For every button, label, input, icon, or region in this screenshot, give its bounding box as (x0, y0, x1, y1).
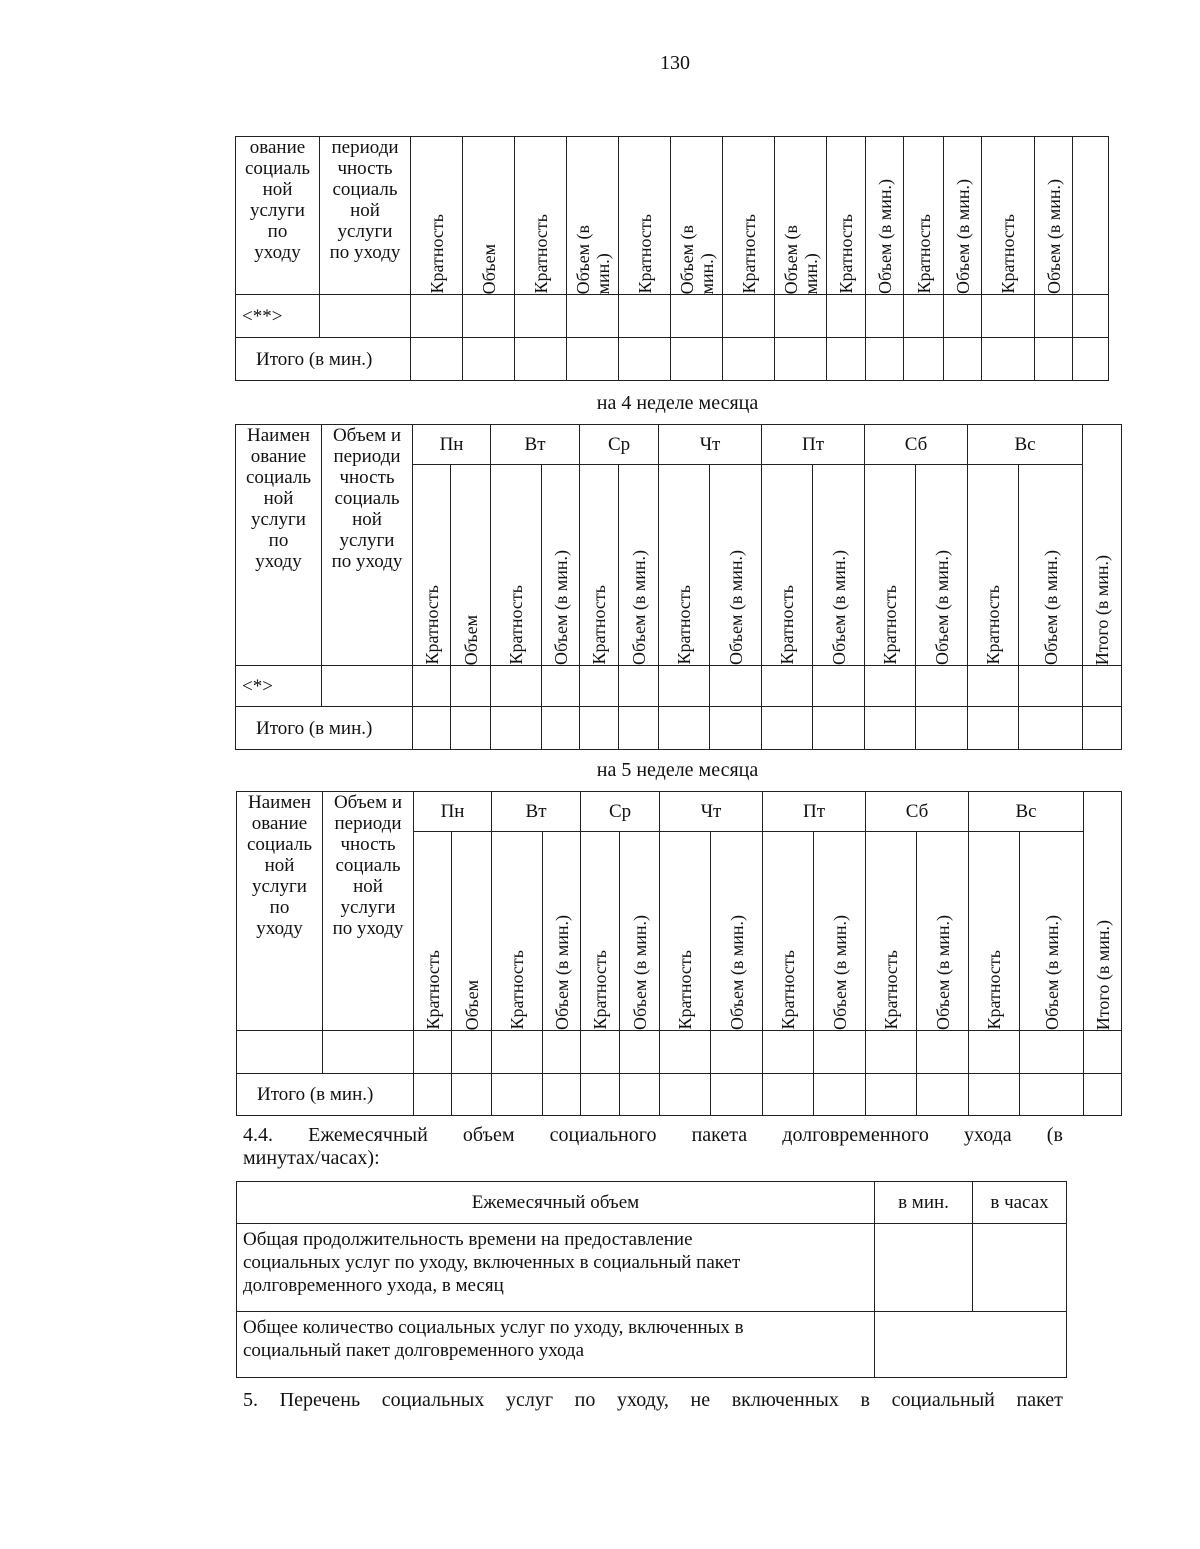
empty-cell (1084, 1074, 1122, 1116)
empty-cell (1019, 707, 1083, 750)
sub-header-obem (451, 465, 491, 666)
empty-cell (1073, 338, 1109, 381)
empty-cell (775, 295, 827, 338)
empty-cell (1035, 295, 1073, 338)
empty-cell (411, 295, 463, 338)
sub-header-obem (463, 137, 515, 295)
sub-header-obem-min-text: Объем (в мин.) (1040, 549, 1061, 665)
word: пакет (1016, 1389, 1063, 1411)
sub-header-kratnost (827, 137, 866, 295)
empty-cell (414, 1074, 452, 1116)
sub-header-kratnost-text: Кратность (998, 214, 1018, 294)
sub-header-obem-min (814, 832, 866, 1031)
word: услуг (505, 1389, 554, 1411)
word: Ежемесячный (308, 1124, 428, 1146)
empty-cell (452, 1074, 492, 1116)
empty-cell (1020, 1074, 1084, 1116)
sub-header-obem-text: Объем (460, 614, 481, 665)
day-header: Пн (413, 425, 491, 465)
vertical-wrapper (814, 915, 865, 1030)
sub-header-kratnost (865, 465, 916, 666)
day-header: Вт (491, 425, 580, 465)
section-5-heading (243, 1389, 1063, 1412)
empty-cell (710, 707, 762, 750)
word: 4.4. (243, 1124, 273, 1146)
vertical-wrapper (1083, 555, 1121, 665)
empty-cell (775, 338, 827, 381)
empty-cell (1083, 666, 1122, 707)
empty-cell (620, 1074, 660, 1116)
row-marker: <*> (236, 666, 322, 707)
sub-header-kratnost (580, 465, 619, 666)
vertical-wrapper (580, 585, 618, 665)
day-header: Пт (763, 792, 866, 832)
sub-header-kratnost-text: Кратность (738, 214, 759, 294)
empty-cell (452, 1031, 492, 1074)
empty-cell (451, 707, 491, 750)
empty-cell (1083, 707, 1122, 750)
day-header: Сб (865, 425, 968, 465)
empty-cell (969, 1031, 1020, 1074)
sub-header-obem-min (1035, 137, 1073, 295)
empty-cell (671, 338, 723, 381)
sub-header-obem-min (866, 137, 904, 295)
empty-cell (492, 1031, 543, 1074)
empty-cell (619, 666, 659, 707)
word: социального (549, 1124, 657, 1146)
vertical-wrapper (567, 225, 618, 294)
col-header-service-volume: Объем и периоди чность социаль ной услуги по уходу (322, 425, 413, 666)
schedule-table-week5 (236, 791, 1122, 1116)
sub-header-kratnost (762, 465, 813, 666)
sub-header-obem-min (944, 137, 982, 295)
empty-cell (866, 338, 904, 381)
vertical-wrapper (620, 915, 659, 1030)
empty-cell (723, 338, 775, 381)
vertical-wrapper (711, 915, 762, 1030)
sub-header-obem-min (710, 465, 762, 666)
sub-header-kratnost-text: Кратность (426, 214, 447, 294)
sub-header-obem-min-text: Объем (в мин.) (628, 549, 649, 665)
sub-header-obem-min (711, 832, 763, 1031)
vertical-wrapper (1035, 179, 1072, 294)
sub-header-obem-min-text: Объем (в мин.) (629, 914, 650, 1030)
empty-cell (917, 1031, 969, 1074)
sub-header-kratnost-text: Кратность (984, 950, 1005, 1030)
word: пакета (691, 1124, 748, 1146)
sub-header-kratnost-text: Кратность (881, 950, 902, 1030)
word: в (860, 1389, 870, 1411)
vertical-wrapper (492, 950, 542, 1030)
day-header: Пн (414, 792, 492, 832)
empty-cell (973, 1224, 1067, 1312)
empty-cell (904, 338, 944, 381)
empty-cell (491, 666, 542, 707)
sub-header-kratnost-text: Кратность (590, 950, 611, 1030)
empty-cell (917, 1074, 969, 1116)
sub-header-obem-text: Объем (461, 979, 482, 1030)
vertical-wrapper (543, 915, 580, 1030)
empty-cell (827, 295, 866, 338)
vertical-wrapper (542, 550, 579, 665)
word: социальных (381, 1389, 485, 1411)
sub-header-obem-min-text: Объем (в мин.) (828, 549, 849, 665)
empty-cell (1020, 1031, 1084, 1074)
empty-cell (710, 666, 762, 707)
vertical-wrapper (904, 214, 943, 294)
col-header-total-min-text: Итого (в мин.) (1092, 919, 1113, 1030)
sub-header-kratnost (968, 465, 1019, 666)
sub-header-obem-min (620, 832, 660, 1031)
row-total-label: Итого (в мин.) (236, 707, 413, 750)
row-total-label: Итого (в мин.) (236, 338, 411, 381)
vertical-wrapper (917, 915, 968, 1030)
col-header-service-name: Наимен ование социаль ной услуги по уходу (237, 792, 323, 1031)
sub-header-obem-min-text: Объем (в мин.) (829, 914, 850, 1030)
row-total-duration: Общая продолжительность времени на предоставление социальных услуг по уходу, включенных в социальный пакет долговременного ухода, в месяц (237, 1224, 875, 1312)
empty-cell (413, 666, 451, 707)
sub-header-obem-min-text: Объем (в мин.) (874, 178, 895, 294)
vertical-wrapper (452, 980, 491, 1030)
sub-header-kratnost-text: Кратность (983, 585, 1004, 665)
word: не (690, 1389, 711, 1411)
empty-cell (323, 1031, 414, 1074)
vertical-wrapper (982, 214, 1034, 294)
empty-cell (413, 707, 451, 750)
vertical-wrapper (414, 950, 451, 1030)
sub-header-obem-min-wrapped-text: Объем (в мин.) (572, 224, 613, 294)
empty-cell (813, 707, 865, 750)
sub-header-kratnost-text: Кратность (777, 585, 798, 665)
word: включенных (731, 1389, 839, 1411)
vertical-wrapper (413, 585, 450, 665)
day-header: Чт (659, 425, 762, 465)
day-header: Чт (660, 792, 763, 832)
sub-header-obem-min-text: Объем (в мин.) (551, 914, 572, 1030)
vertical-wrapper (491, 585, 541, 665)
empty-cell (1073, 295, 1109, 338)
sub-header-kratnost-text: Кратность (530, 214, 551, 294)
vertical-wrapper (762, 585, 812, 665)
empty-cell (982, 338, 1035, 381)
sub-header-obem-min-wrapped (671, 137, 723, 295)
sub-header-kratnost (866, 832, 917, 1031)
word: (в (1046, 1124, 1063, 1146)
empty-cell (619, 295, 671, 338)
page-number: 130 (660, 52, 690, 74)
empty-cell (763, 1031, 814, 1074)
col-header-hours: в часах (973, 1182, 1067, 1224)
empty-cell (944, 295, 982, 338)
empty-cell (581, 1074, 620, 1116)
empty-cell (762, 666, 813, 707)
sub-header-kratnost-text: Кратность (421, 585, 442, 665)
empty-cell (865, 707, 916, 750)
vertical-wrapper (1084, 920, 1121, 1030)
row-marker (237, 1031, 323, 1074)
empty-cell (827, 338, 866, 381)
vertical-wrapper (968, 585, 1018, 665)
col-header-service-name: Наимен ование социаль ной услуги по уходу (236, 425, 322, 666)
sub-header-obem-min (542, 465, 580, 666)
empty-cell (723, 295, 775, 338)
monthly-volume-table (236, 1181, 1067, 1378)
empty-cell (875, 1312, 1067, 1378)
empty-cell (542, 707, 580, 750)
empty-cell (711, 1074, 763, 1116)
sub-header-kratnost-text: Кратность (913, 214, 934, 294)
section-4-4-line1 (243, 1124, 1063, 1147)
empty-cell (904, 295, 944, 338)
empty-cell (322, 666, 413, 707)
vertical-wrapper (660, 950, 710, 1030)
sub-header-kratnost (619, 137, 671, 295)
vertical-wrapper (865, 585, 915, 665)
col-header-monthly-volume: Ежемесячный объем (237, 1182, 875, 1224)
vertical-wrapper (1019, 550, 1082, 665)
vertical-wrapper (944, 179, 981, 294)
empty-cell (671, 295, 723, 338)
vertical-wrapper (813, 550, 864, 665)
empty-cell (813, 666, 865, 707)
sub-header-kratnost (581, 832, 620, 1031)
sub-header-kratnost-text: Кратность (506, 585, 527, 665)
empty-cell (411, 338, 463, 381)
empty-cell (763, 1074, 814, 1116)
sub-header-kratnost (723, 137, 775, 295)
vertical-wrapper (827, 214, 865, 294)
day-header: Вт (492, 792, 581, 832)
empty-cell (543, 1031, 581, 1074)
empty-cell (1035, 338, 1073, 381)
sub-header-obem-min-text: Объем (в мин.) (1041, 914, 1062, 1030)
sub-header-obem-min (916, 465, 968, 666)
sub-header-kratnost (411, 137, 463, 295)
vertical-wrapper (763, 950, 813, 1030)
sub-header-kratnost-text: Кратность (778, 950, 799, 1030)
empty-cell (969, 1074, 1020, 1116)
col-header-service-name: ование социаль ной услуги по уходу (236, 137, 320, 295)
empty-cell (515, 338, 567, 381)
row-total-count: Общее количество социальных услуг по уходу, включенных в социальный пакет долговременного ухода (237, 1312, 875, 1378)
day-header: Вс (968, 425, 1083, 465)
empty-cell (581, 1031, 620, 1074)
sub-header-kratnost-text: Кратность (422, 950, 443, 1030)
vertical-wrapper (581, 950, 619, 1030)
empty-cell (320, 295, 411, 338)
sub-header-kratnost (659, 465, 710, 666)
empty-cell (866, 1074, 917, 1116)
sub-header-obem-min (917, 832, 969, 1031)
empty-cell (659, 666, 710, 707)
sub-header-obem-min (543, 832, 581, 1031)
vertical-wrapper (866, 950, 916, 1030)
empty-cell (463, 295, 515, 338)
empty-cell (542, 666, 580, 707)
sub-header-obem-min-wrapped-text: Объем (в мин.) (780, 224, 821, 294)
schedule-table-week3-continued (235, 136, 1109, 381)
schedule-table-week4 (235, 424, 1122, 750)
sub-header-kratnost (413, 465, 451, 666)
sub-header-obem-min-text: Объем (в мин.) (952, 178, 973, 294)
empty-cell (968, 666, 1019, 707)
sub-header-kratnost-text: Кратность (836, 214, 856, 294)
empty-cell (543, 1074, 581, 1116)
empty-cell (659, 707, 710, 750)
sub-header-kratnost-text: Кратность (589, 585, 610, 665)
sub-header-obem-min (813, 465, 865, 666)
sub-header-kratnost-text: Кратность (675, 950, 696, 1030)
sub-header-obem-min (1019, 465, 1083, 666)
sub-header-kratnost (414, 832, 452, 1031)
caption-week4: на 4 неделе месяца (596, 392, 759, 414)
vertical-wrapper (451, 615, 490, 665)
empty-cell (580, 707, 619, 750)
vertical-wrapper (659, 585, 709, 665)
empty-cell (492, 1074, 543, 1116)
sub-header-obem (452, 832, 492, 1031)
word: Перечень (279, 1389, 361, 1411)
vertical-wrapper (723, 214, 774, 294)
empty-cell (515, 295, 567, 338)
sub-header-obem-min-wrapped-text: Объем (в мин.) (676, 224, 717, 294)
sub-header-kratnost (763, 832, 814, 1031)
sub-header-kratnost-text: Кратность (674, 585, 695, 665)
vertical-wrapper (411, 214, 462, 294)
empty-cell (982, 295, 1035, 338)
sub-header-obem-min-text: Объем (в мин.) (550, 549, 571, 665)
sub-header-kratnost (660, 832, 711, 1031)
section-4-4-line2: минутах/часах): (243, 1147, 380, 1169)
empty-cell (414, 1031, 452, 1074)
col-header-total-min-text: Итого (в мин.) (1092, 554, 1113, 665)
word: социальный (891, 1389, 995, 1411)
empty-cell (916, 666, 968, 707)
day-header: Ср (580, 425, 659, 465)
empty-cell (567, 338, 619, 381)
empty-cell (875, 1224, 973, 1312)
vertical-wrapper (1020, 915, 1083, 1030)
row-total-label: Итого (в мин.) (237, 1074, 414, 1116)
empty-cell (814, 1074, 866, 1116)
word: уходу, (617, 1389, 669, 1411)
sub-header-obem-min-wrapped (775, 137, 827, 295)
empty-cell (814, 1031, 866, 1074)
empty-cell (1073, 137, 1109, 295)
caption-week5: на 5 неделе месяца (596, 759, 759, 781)
sub-header-obem-min-text: Объем (в мин.) (932, 914, 953, 1030)
empty-cell (865, 666, 916, 707)
empty-cell (866, 1031, 917, 1074)
empty-cell (491, 707, 542, 750)
empty-cell (944, 338, 982, 381)
row-marker: <**> (236, 295, 320, 338)
col-header-total-min (1084, 792, 1122, 1031)
vertical-wrapper (619, 214, 670, 294)
sub-header-obem-text: Объем (478, 243, 499, 294)
sub-header-obem-min (619, 465, 659, 666)
sub-header-kratnost-text: Кратность (880, 585, 901, 665)
sub-header-obem-min-text: Объем (в мин.) (726, 914, 747, 1030)
empty-cell (619, 338, 671, 381)
empty-cell (916, 707, 968, 750)
empty-cell (762, 707, 813, 750)
empty-cell (463, 338, 515, 381)
sub-header-kratnost (982, 137, 1035, 295)
sub-header-obem-min (1020, 832, 1084, 1031)
vertical-wrapper (866, 179, 903, 294)
vertical-wrapper (463, 244, 514, 294)
empty-cell (1084, 1031, 1122, 1074)
sub-header-kratnost (491, 465, 542, 666)
section-4-4-heading (243, 1124, 1063, 1170)
vertical-wrapper (916, 550, 967, 665)
empty-cell (660, 1074, 711, 1116)
col-header-service-volume: Объем и периоди чность социаль ной услуги по уходу (323, 792, 414, 1031)
sub-header-obem-min-text: Объем (в мин.) (931, 549, 952, 665)
empty-cell (711, 1031, 763, 1074)
empty-cell (567, 295, 619, 338)
empty-cell (866, 295, 904, 338)
sub-header-obem-min-text: Объем (в мин.) (1043, 178, 1064, 294)
sub-header-obem-min-text: Объем (в мин.) (725, 549, 746, 665)
empty-cell (451, 666, 491, 707)
word: долговременного (782, 1124, 929, 1146)
col-header-service-volume: периоди чность социаль ной услуги по уходу (320, 137, 411, 295)
sub-header-kratnost (492, 832, 543, 1031)
sub-header-kratnost (969, 832, 1020, 1031)
word: ухода (963, 1124, 1012, 1146)
vertical-wrapper (671, 225, 722, 294)
empty-cell (619, 707, 659, 750)
sub-header-obem-min-wrapped (567, 137, 619, 295)
day-header: Пт (762, 425, 865, 465)
sub-header-kratnost-text: Кратность (507, 950, 528, 1030)
empty-cell (620, 1031, 660, 1074)
word: объем (462, 1124, 515, 1146)
day-header: Вс (969, 792, 1084, 832)
col-header-minutes: в мин. (875, 1182, 973, 1224)
day-header: Ср (581, 792, 660, 832)
vertical-wrapper (969, 950, 1019, 1030)
sub-header-kratnost-text: Кратность (634, 214, 655, 294)
vertical-wrapper (619, 550, 658, 665)
empty-cell (968, 707, 1019, 750)
col-header-total-min (1083, 425, 1122, 666)
empty-cell (660, 1031, 711, 1074)
empty-cell (580, 666, 619, 707)
vertical-wrapper (515, 214, 566, 294)
word: по (574, 1389, 596, 1411)
word: 5. (243, 1389, 258, 1411)
sub-header-kratnost (904, 137, 944, 295)
vertical-wrapper (775, 225, 826, 294)
empty-cell (1019, 666, 1083, 707)
sub-header-kratnost (515, 137, 567, 295)
vertical-wrapper (710, 550, 761, 665)
day-header: Сб (866, 792, 969, 832)
